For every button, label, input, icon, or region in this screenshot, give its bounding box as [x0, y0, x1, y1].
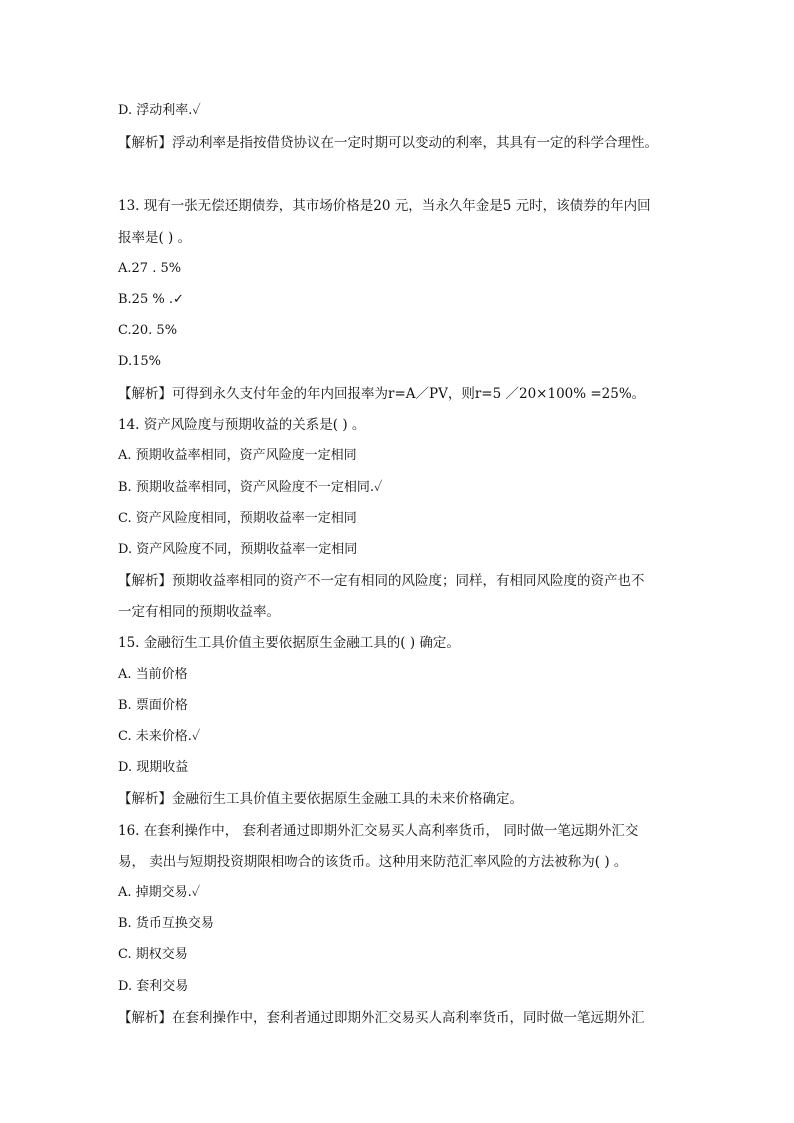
q14-explanation-line-2: 一定有相同的预期收益率。 [118, 604, 280, 620]
q14-option-a: A. 预期收益率相同，资产风险度一定相同 [118, 448, 357, 463]
q14-option-d: D. 资产风险度不同，预期收益率一定相同 [118, 542, 358, 557]
q16-option-c: C. 期权交易 [118, 947, 188, 962]
q15-option-a: A. 当前价格 [118, 667, 188, 682]
q16-explanation: 【解析】在套利操作中，套利者通过即期外汇交易买人高利率货币，同时做一笔远期外汇 [118, 1010, 645, 1026]
q16-option-a: A. 掉期交易.✓ [118, 885, 201, 900]
q15-option-d: D. 现期收益 [118, 760, 189, 775]
q13-option-a: A.27 . 5% [118, 261, 182, 276]
q13-explanation: 【解析】可得到永久支付年金的年内回报率为r=A／PV，则r=5 ／20×100% =25%。 [118, 386, 646, 402]
q14-option-b: B. 预期收益率相同，资产风险度不一定相同.✓ [118, 480, 383, 495]
q15-explanation: 【解析】金融衍生工具价值主要依据原生金融工具的未来价格确定。 [118, 791, 523, 807]
q15-option-b: B. 票面价格 [118, 698, 188, 713]
q16-option-b: B. 货币互换交易 [118, 916, 214, 931]
q16-option-d: D. 套利交易 [118, 979, 189, 994]
q13-option-c: C.20. 5% [118, 323, 178, 338]
q13-option-d: D.15% [118, 354, 161, 369]
q13-stem-line-1: 13. 现有一张无偿还期债券，其市场价格是20 元，当永久年金是5 元时，该债券的年内回 [118, 198, 651, 214]
q15-stem: 15. 金融衍生工具价值主要依据原生金融工具的( ) 确定。 [118, 635, 460, 651]
q14-option-c: C. 资产风险度相同，预期收益率一定相同 [118, 511, 357, 526]
q14-stem: 14. 资产风险度与预期收益的关系是( ) 。 [118, 417, 366, 433]
q16-stem-line-2: 易， 卖出与短期投资期限相吻合的该货币。这种用来防范汇率风险的方法被称为( ) 。 [118, 854, 628, 870]
q15-option-c: C. 未来价格.✓ [118, 729, 201, 744]
q13-stem-line-2: 报率是( ) 。 [118, 230, 192, 246]
q12-option-d: D. 浮动利率.✓ [118, 103, 201, 118]
q14-explanation-line-1: 【解析】预期收益率相同的资产不一定有相同的风险度；同样，有相同风险度的资产也不 [118, 573, 645, 589]
q13-option-b: B.25 % .✓ [118, 292, 184, 307]
q12-explanation: 【解析】浮动利率是指按借贷协议在一定时期可以变动的利率，其具有一定的科学合理性。 [118, 135, 658, 151]
q16-stem-line-1: 16. 在套利操作中， 套利者通过即期外汇交易买人高利率货币， 同时做一笔远期外汇交 [118, 823, 639, 839]
